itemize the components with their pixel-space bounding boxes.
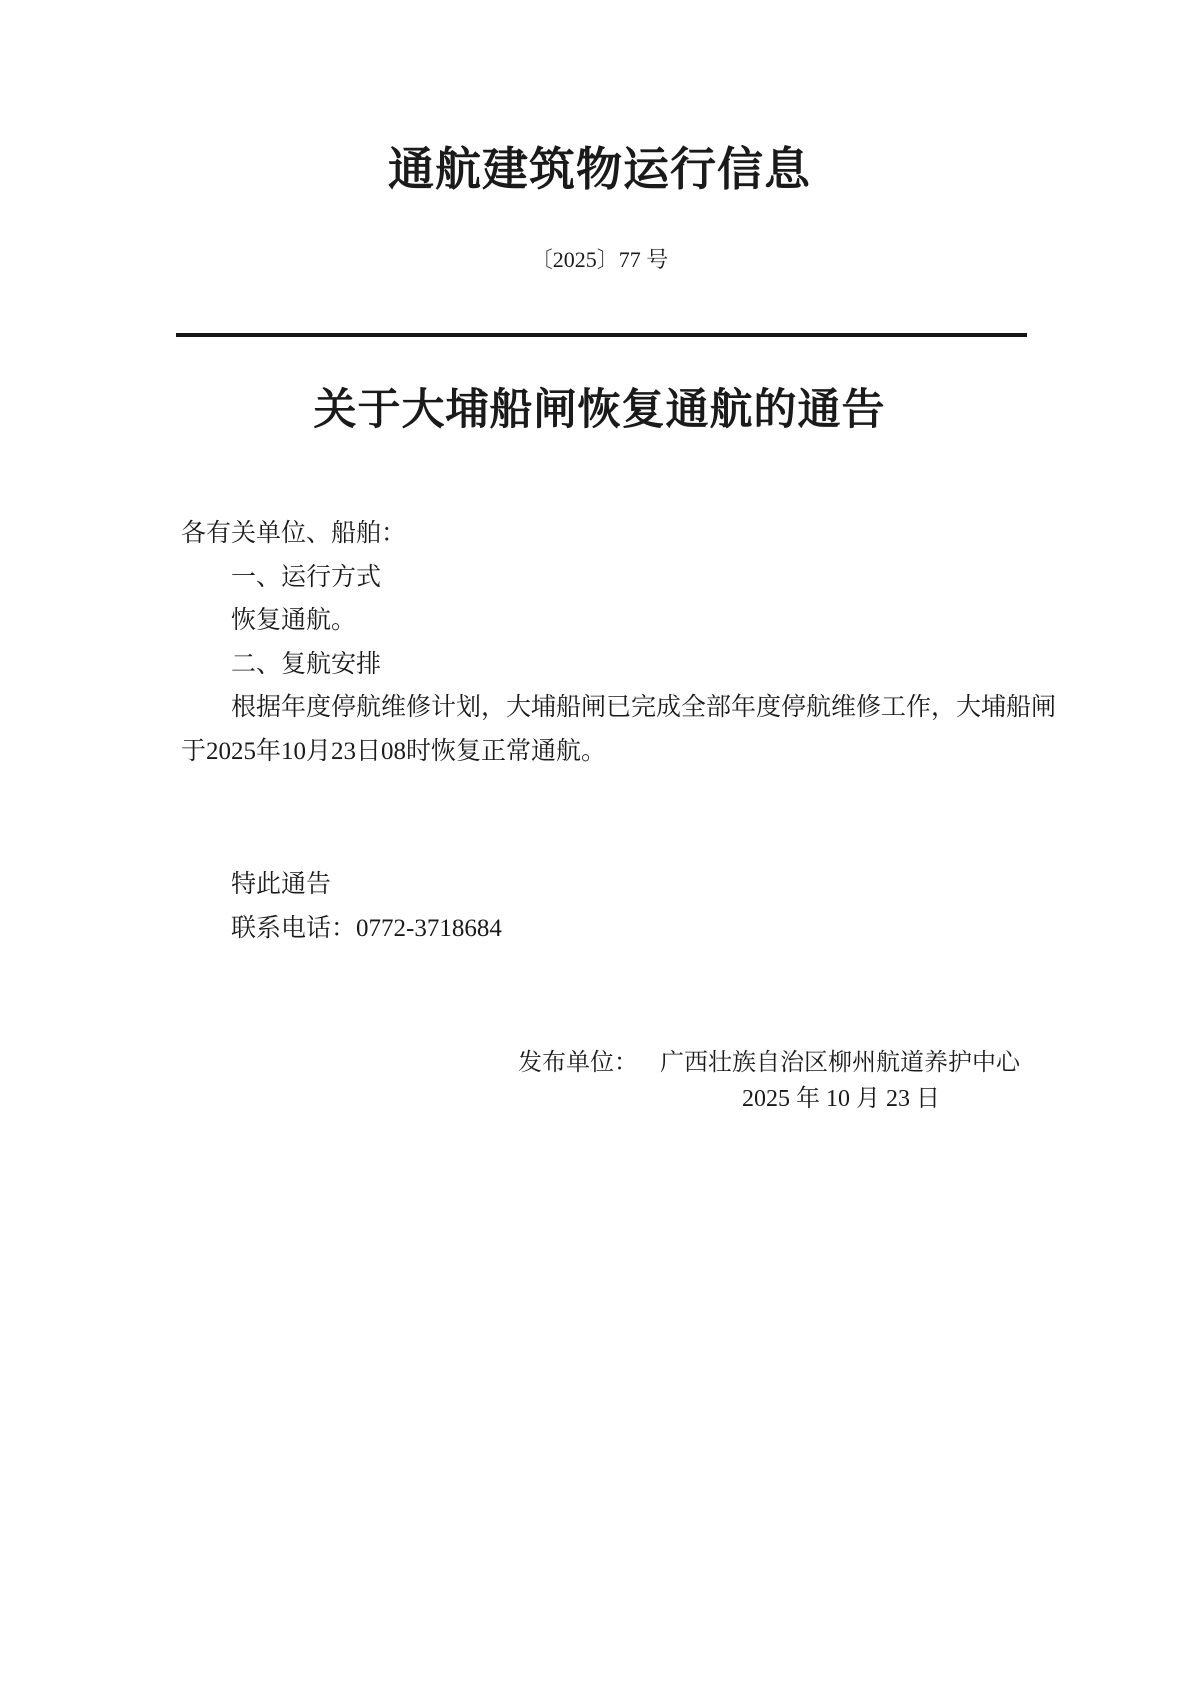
publisher-label: 发布单位：	[518, 1050, 638, 1076]
notice-body	[181, 512, 1057, 773]
closing-block	[181, 863, 1033, 950]
contact-label: 联系电话：	[231, 914, 357, 942]
section-1-title: 一、运行方式	[231, 563, 382, 591]
closing-phrase: 特此通告	[231, 871, 332, 898]
issue-date: 2025 年 10 月 23 日	[742, 1086, 940, 1112]
section-2-paragraph-line-1: 根据年度停航维修计划，大埔船闸已完成全部年度停航维修工作，大埔船闸	[231, 694, 1057, 721]
publisher-name: 广西壮族自治区柳州航道养护中心	[660, 1050, 1020, 1076]
publisher-line	[518, 1048, 1020, 1079]
header-divider-rule	[176, 333, 1027, 337]
salutation: 各有关单位、船舶：	[181, 520, 407, 547]
contact-line	[181, 907, 1033, 951]
notice-heading: 关于大埔船闸恢复通航的通告	[313, 387, 886, 434]
section-1-body: 恢复通航。	[231, 607, 357, 634]
doc-title: 通航建筑物运行信息	[388, 144, 811, 195]
doc-number: 〔2025〕77 号	[530, 247, 669, 272]
section-2-paragraph-line-2: 于2025年10月23日08时恢复正常通航。	[181, 737, 607, 765]
contact-phone: 0772-3718684	[356, 914, 502, 942]
section-2-title: 二、复航安排	[231, 650, 382, 678]
